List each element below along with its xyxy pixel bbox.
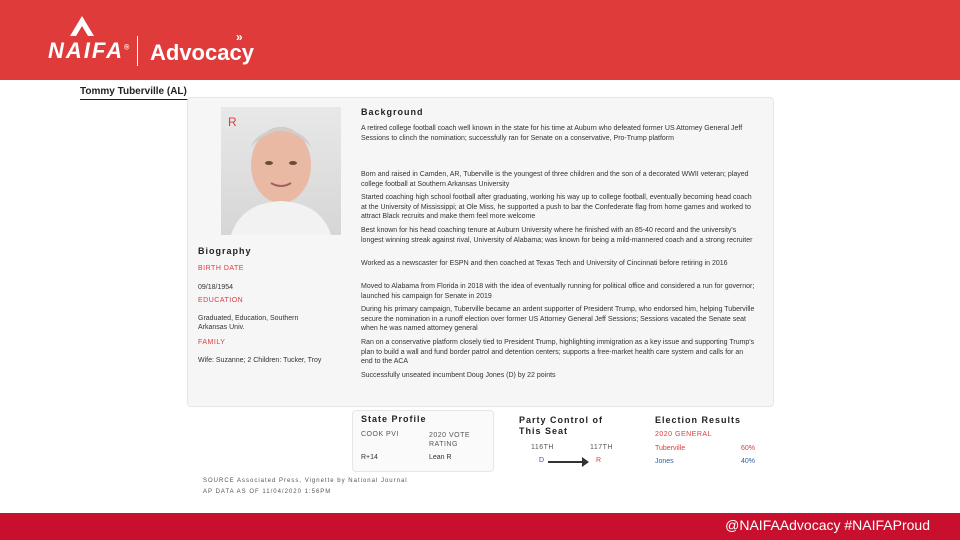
family-value: Wife: Suzanne; 2 Children: Tucker, Troy <box>198 357 322 364</box>
section-title: Advocacy <box>150 40 254 65</box>
cook-pvi-value: R+14 <box>361 454 378 461</box>
source-line: SOURCE Associated Press, Vignette by National Journal <box>203 478 408 484</box>
vote-rating-value: Lean R <box>429 454 452 461</box>
party-before: D <box>539 457 545 464</box>
advocacy-arrow-icon: » <box>236 30 243 44</box>
party-control-title-line2: This Seat <box>519 426 569 436</box>
party-badge: R <box>228 115 237 129</box>
candidate-name-1: Tuberville <box>655 445 686 452</box>
biography-title: Biography <box>198 246 252 256</box>
party-control-title: Party Control of <box>519 415 604 425</box>
candidate-pct-1: 60% <box>741 445 756 452</box>
background-paragraph: Best known for his head coaching tenure at Auburn University where he finished with an 85-40 record and the university's longest winning streak against rival, University of Alabama; was known for being a mild-mannered coach and a strong recruiter <box>361 227 753 244</box>
congress-before: 116TH <box>531 444 554 451</box>
cook-pvi-label: COOK PVI <box>361 431 399 438</box>
birth-date-value: 09/18/1954 <box>198 284 234 291</box>
election-results-title: Election Results <box>655 415 742 425</box>
family-label: FAMILY <box>198 339 226 346</box>
party-after: R <box>596 457 602 464</box>
transition-arrow-icon <box>548 461 584 463</box>
footer-hashtags: @NAIFAAdvocacy #NAIFAProud <box>725 517 930 533</box>
vote-rating-label: 2020 VOTE RATING <box>429 432 471 448</box>
ap-data-line: AP DATA AS OF 11/04/2020 1:56PM <box>203 489 332 495</box>
background-paragraph: Moved to Alabama from Florida in 2018 with the idea of eventually running for political office and considered a run for governor; launched his campaign for Senate in 2019 <box>361 283 755 300</box>
background-paragraph: Ran on a conservative platform closely tied to President Trump, highlighting immigration as a key issue and supporting Trump's plan to build a wall and fund border patrol and detention centers; supports a free-market health care system and calls for an end to the ACA <box>361 339 755 365</box>
background-paragraph: Successfully unseated incumbent Doug Jones (D) by 22 points <box>361 372 556 379</box>
candidate-name: Tommy Tuberville (AL) <box>80 86 187 97</box>
candidate-name-2: Jones <box>655 458 674 465</box>
education-label: EDUCATION <box>198 297 244 304</box>
background-title: Background <box>361 107 424 117</box>
candidate-pct-2: 40% <box>741 458 756 465</box>
background-paragraph: During his primary campaign, Tuberville became an ardent supporter of President Trump, who endorsed him, helping Tuberville secure the nomination in a runoff election over former US Attorney General Jeff Sessions; Sessions vacated the Senate seat when he was named attorney general <box>361 306 755 332</box>
background-paragraph: A retired college football coach well known in the state for his time at Auburn who defeated former US Attorney General Jeff Sessions to clinch the nomination; successfully ran for Senate on a conservative, Pro-Trump platform <box>361 125 743 142</box>
election-label: 2020 GENERAL <box>655 431 712 438</box>
background-paragraph: Started coaching high school football after graduating, working his way up to college football, eventually becoming head coach at the University of Mississippi; at Ole Miss, he supported a push to bar the Confederate flag from home games and worked to attract Black recruits and make them feel more welcome <box>361 194 752 220</box>
education-value: Graduated, Education, Southern Arkansas Univ. <box>198 315 299 331</box>
congress-after: 117TH <box>590 444 613 451</box>
header-divider <box>137 36 138 66</box>
logo-text: NAIFA® <box>48 38 132 63</box>
state-profile-title: State Profile <box>361 414 427 424</box>
background-paragraph: Born and raised in Camden, AR, Tuberville is the youngest of three children and the son of a decorated WWII veteran; played college football at Southern Arkansas University <box>361 171 749 188</box>
background-paragraph: Worked as a newscaster for ESPN and then coached at Texas Tech and University of Cincinnati before retiring in 2016 <box>361 260 728 267</box>
birth-date-label: BIRTH DATE <box>198 265 244 272</box>
arrow-head-icon <box>582 457 589 467</box>
header-banner <box>0 0 960 80</box>
